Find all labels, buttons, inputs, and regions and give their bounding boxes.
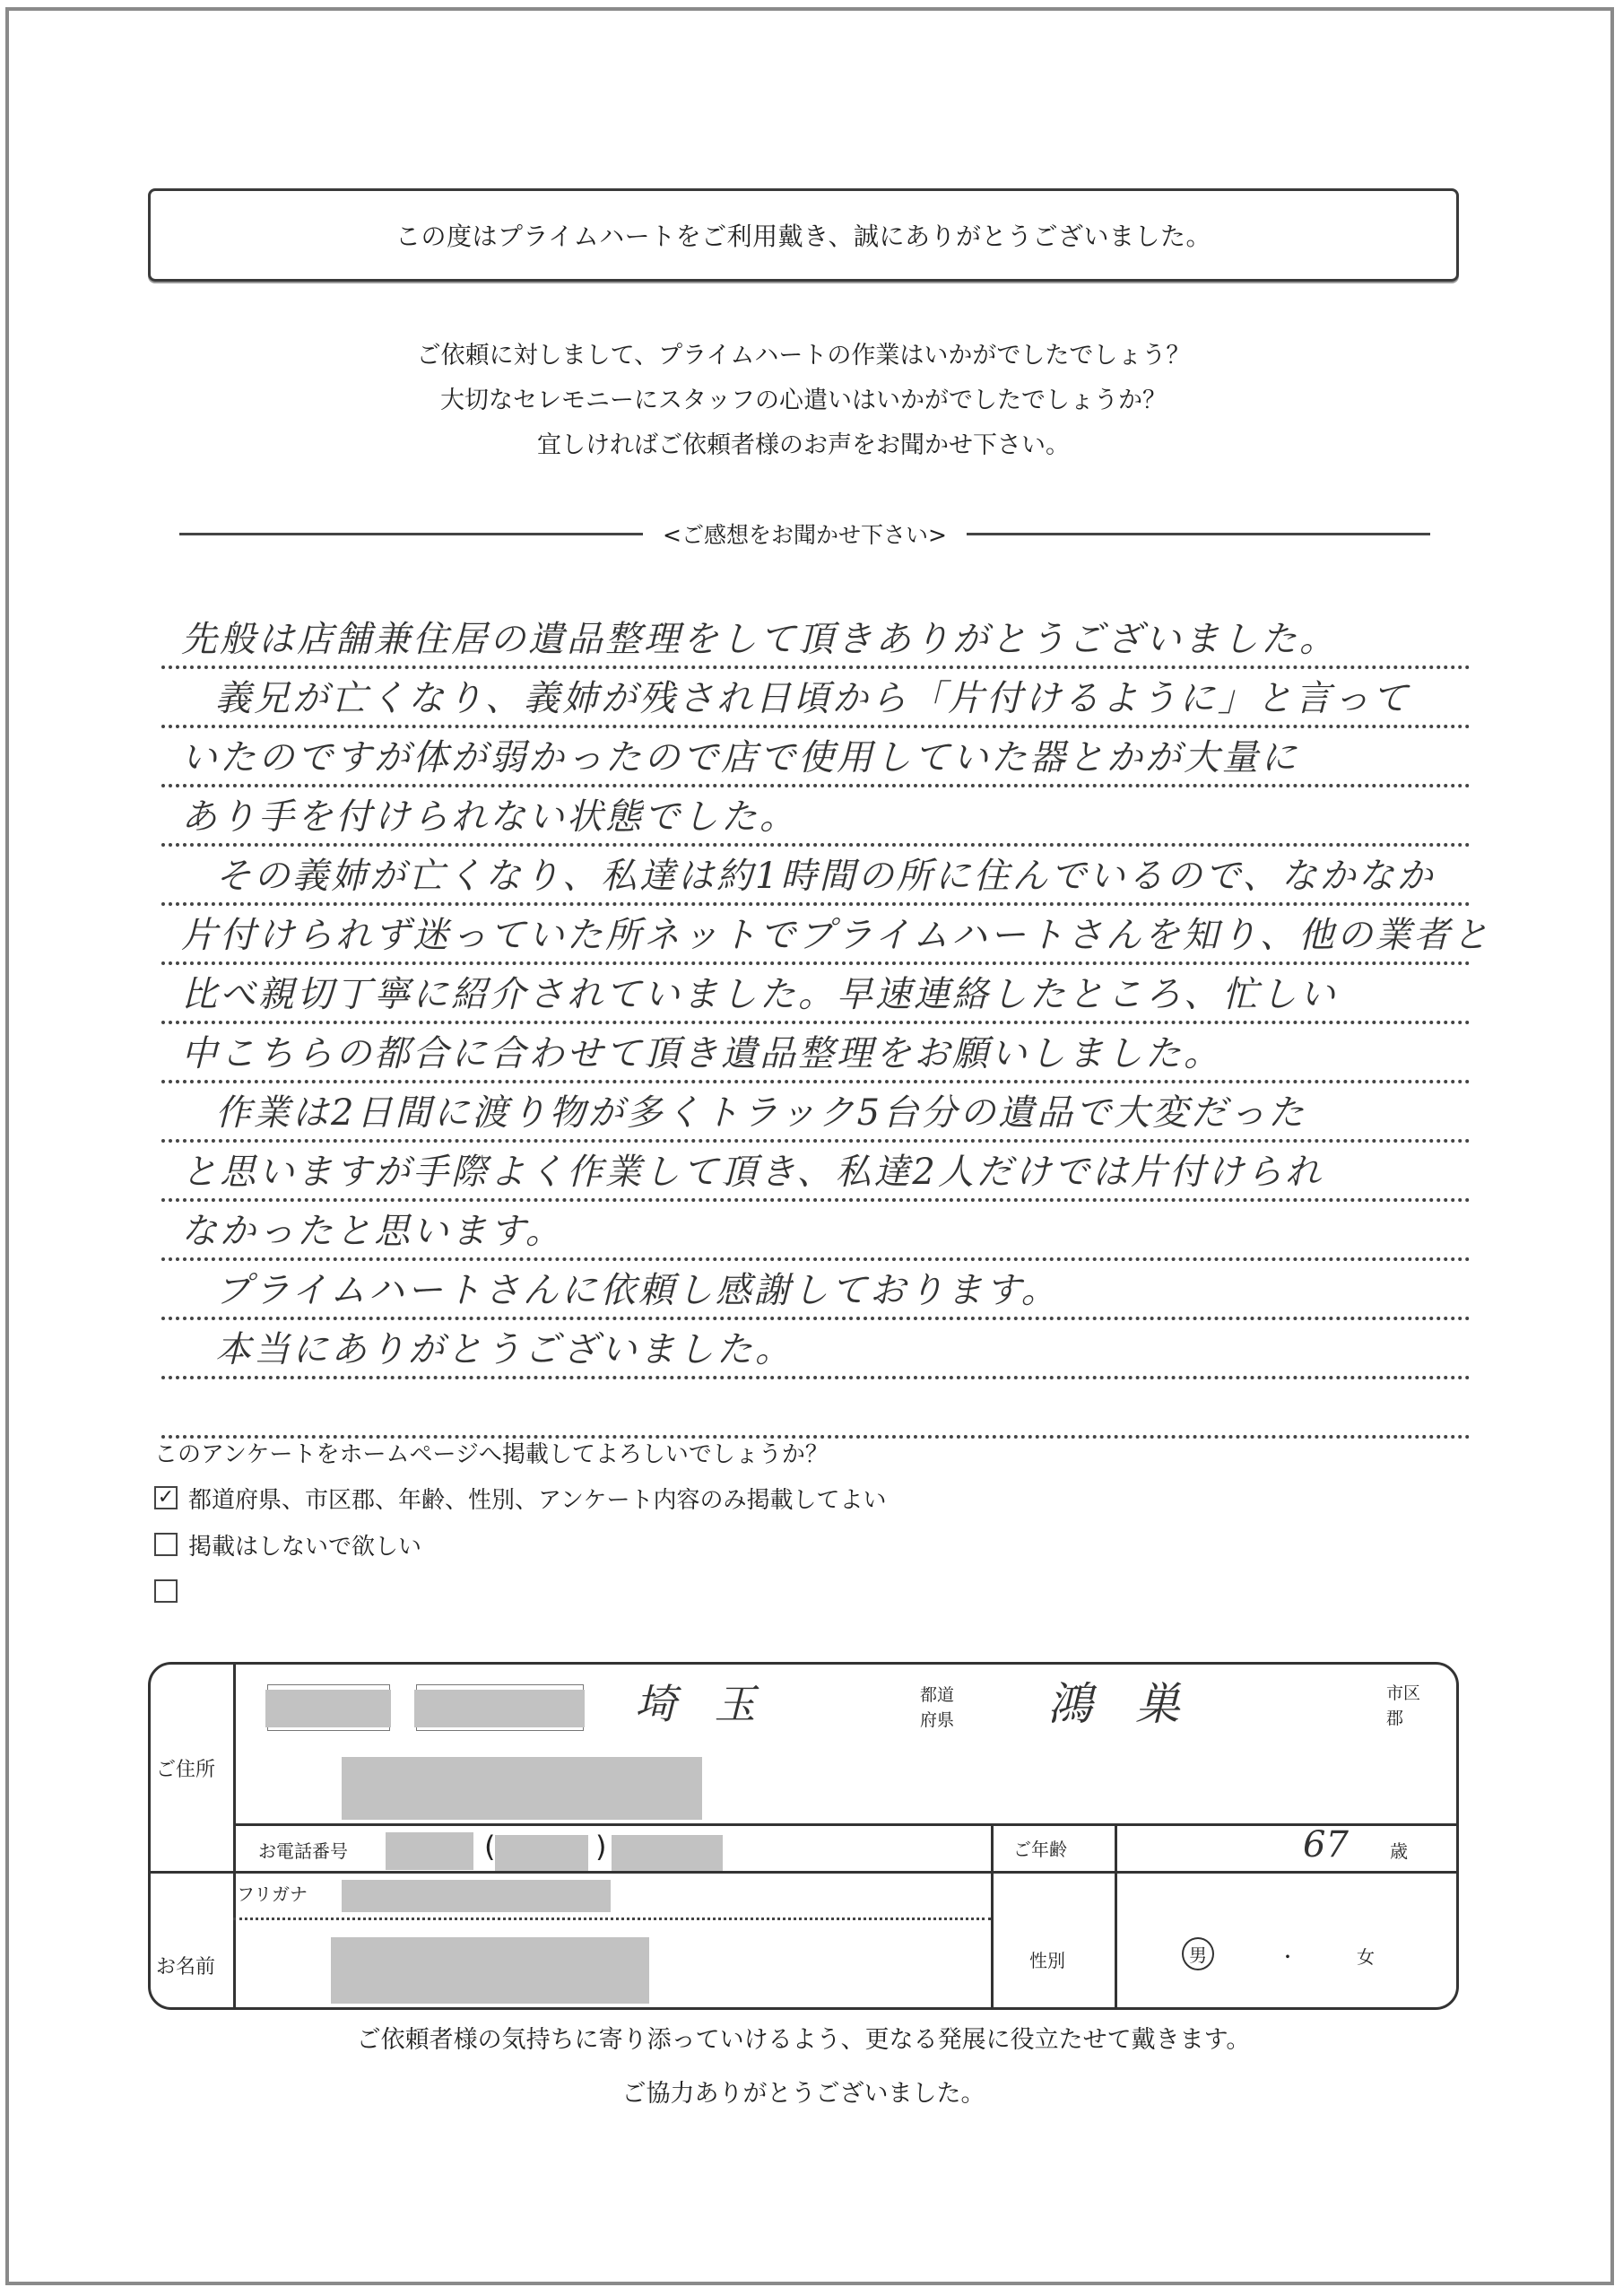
feedback-line[interactable] (161, 1320, 1471, 1379)
intro-line: ご依頼に対しまして、プライムハートの作業はいかがでしたでしょう？ (416, 342, 1191, 370)
feedback-line[interactable] (161, 728, 1471, 787)
prefecture-suffix (920, 1683, 954, 1733)
redacted-postal-code (265, 1690, 391, 1727)
handwritten-text: その義姉が亡くなり、私達は約1時間の所に住んでいるので、なかなか (215, 856, 1436, 897)
prefecture-suffix-top: 都道 (920, 1685, 955, 1705)
handwritten-text: なかったと思います。 (181, 1211, 564, 1252)
furigana-label: フリガナ (237, 1883, 308, 1905)
prefecture-suffix-bottom: 府県 (920, 1710, 955, 1730)
address-label: ご住所 (156, 1759, 216, 1781)
divider (233, 1665, 236, 2007)
feedback-lines (161, 610, 1491, 1439)
gender-separator: ・ (1279, 1946, 1297, 1968)
checkbox-other[interactable] (154, 1579, 178, 1603)
feedback-line[interactable] (161, 610, 1471, 669)
publish-option-allow[interactable] (154, 1474, 1230, 1521)
handwritten-text: 義兄が亡くなり、義姉が残され日頃から「片付けるように」と言って (215, 678, 1410, 719)
divider (967, 533, 1430, 535)
publish-option-other[interactable] (154, 1568, 1230, 1614)
city-suffix-top: 市区 (1386, 1683, 1421, 1703)
feedback-line[interactable] (161, 1083, 1471, 1143)
city-suffix (1386, 1681, 1420, 1731)
page-title: この度はプライムハートをご利用戴き、誠にありがとうございました。 (395, 222, 1212, 251)
intro-line: 大切なセレモニーにスタッフの心遣いはいかがでしたでしょうか？ (440, 387, 1167, 414)
handwritten-text: と思いますが手際よく作業して頂き、私達2人だけでは片付けられ (181, 1152, 1324, 1193)
handwritten-text: いたのですが体が弱かったので店で使用していた器とかが大量に (181, 737, 1299, 778)
feedback-line[interactable] (161, 847, 1471, 906)
gender-option-female[interactable]: 女 (1357, 1946, 1375, 1968)
intro-text (148, 334, 1459, 468)
handwritten-text: 作業は2日間に渡り物が多くトラック5台分の遺品で大変だった (215, 1092, 1307, 1134)
handwritten-text: 本当にありがとうございました。 (215, 1329, 794, 1370)
phone-open-paren: ( (484, 1830, 496, 1864)
divider (991, 1823, 994, 2007)
handwritten-text: 中こちらの都合に合わせて頂き遺品整理をお願いしました。 (181, 1033, 1222, 1074)
feedback-line[interactable] (161, 1143, 1471, 1202)
age-label: ご年齢 (1013, 1839, 1067, 1860)
gender-option-male[interactable]: 男 (1182, 1937, 1214, 1970)
handwritten-text: あり手を付けられない状態でした。 (181, 796, 798, 838)
phone-close-paren: ) (595, 1830, 607, 1864)
divider (1115, 1823, 1117, 2007)
checkbox-allow[interactable]: ✓ (154, 1486, 178, 1509)
divider (179, 533, 643, 535)
customer-info-form (148, 1662, 1459, 2010)
feedback-line[interactable] (161, 1024, 1471, 1083)
name-label: お名前 (156, 1956, 216, 1979)
redacted-postal-code (414, 1690, 585, 1727)
handwritten-text: プライムハートさんに依頼し感謝しております。 (215, 1270, 1060, 1311)
feedback-line[interactable] (161, 965, 1471, 1024)
redacted-furigana (342, 1880, 611, 1912)
publish-consent (154, 1435, 1230, 1614)
checkbox-deny[interactable] (154, 1533, 178, 1556)
redacted-phone-number (612, 1835, 723, 1871)
divider (233, 1918, 991, 1920)
feedback-line[interactable] (161, 1379, 1471, 1439)
divider (233, 1823, 1456, 1826)
prefecture-value[interactable]: 埼 玉 (635, 1680, 768, 1728)
age-unit: 歳 (1390, 1840, 1408, 1862)
intro-line: 宜しければご依頼者様のお声をお聞かせ下さい。 (537, 431, 1070, 459)
phone-label: お電話番号 (258, 1840, 348, 1862)
feedback-line[interactable] (161, 906, 1491, 965)
feedback-line[interactable] (161, 669, 1471, 728)
feedback-line[interactable] (161, 1202, 1471, 1261)
divider (151, 1871, 1456, 1874)
feedback-section-header (179, 516, 1430, 552)
feedback-section-label: <ご感想をお聞かせ下さい> (663, 522, 947, 548)
option-label: 掲載はしないで欲しい (188, 1533, 422, 1561)
age-value[interactable]: 67 (1303, 1824, 1349, 1866)
feedback-line[interactable] (161, 1261, 1471, 1320)
closing-text (148, 2013, 1459, 2121)
redacted-phone-area (386, 1832, 473, 1870)
option-label: 都道府県、市区郡、年齢、性別、アンケート内容のみ掲載してよい (188, 1486, 887, 1514)
redacted-phone-exchange (495, 1835, 588, 1871)
city-suffix-bottom: 郡 (1386, 1709, 1404, 1728)
handwritten-text: 片付けられず迷っていた所ネットでプライムハートさんを知り、他の業者と (181, 915, 1491, 956)
handwritten-text: 比べ親切丁寧に紹介されていました。早速連絡したところ、忙しい (181, 974, 1338, 1015)
publish-question: このアンケートをホームページへ掲載してよろしいでしょうか？ (154, 1441, 829, 1468)
closing-line: ご依頼者様の気持ちに寄り添っていけるよう、更なる発展に役立たせて戴きます。 (356, 2026, 1251, 2054)
redacted-street-address (342, 1757, 702, 1820)
publish-option-deny[interactable] (154, 1521, 1230, 1568)
redacted-name (331, 1937, 649, 2004)
closing-line: ご協力ありがとうございました。 (621, 2080, 985, 2108)
feedback-line[interactable] (161, 787, 1471, 847)
gender-label: 性別 (1029, 1950, 1065, 1971)
title-box (148, 188, 1459, 282)
city-value[interactable]: 鴻 巣 (1047, 1678, 1194, 1730)
handwritten-text: 先般は店舗兼住居の遺品整理をして頂きありがとうございました。 (181, 619, 1338, 660)
